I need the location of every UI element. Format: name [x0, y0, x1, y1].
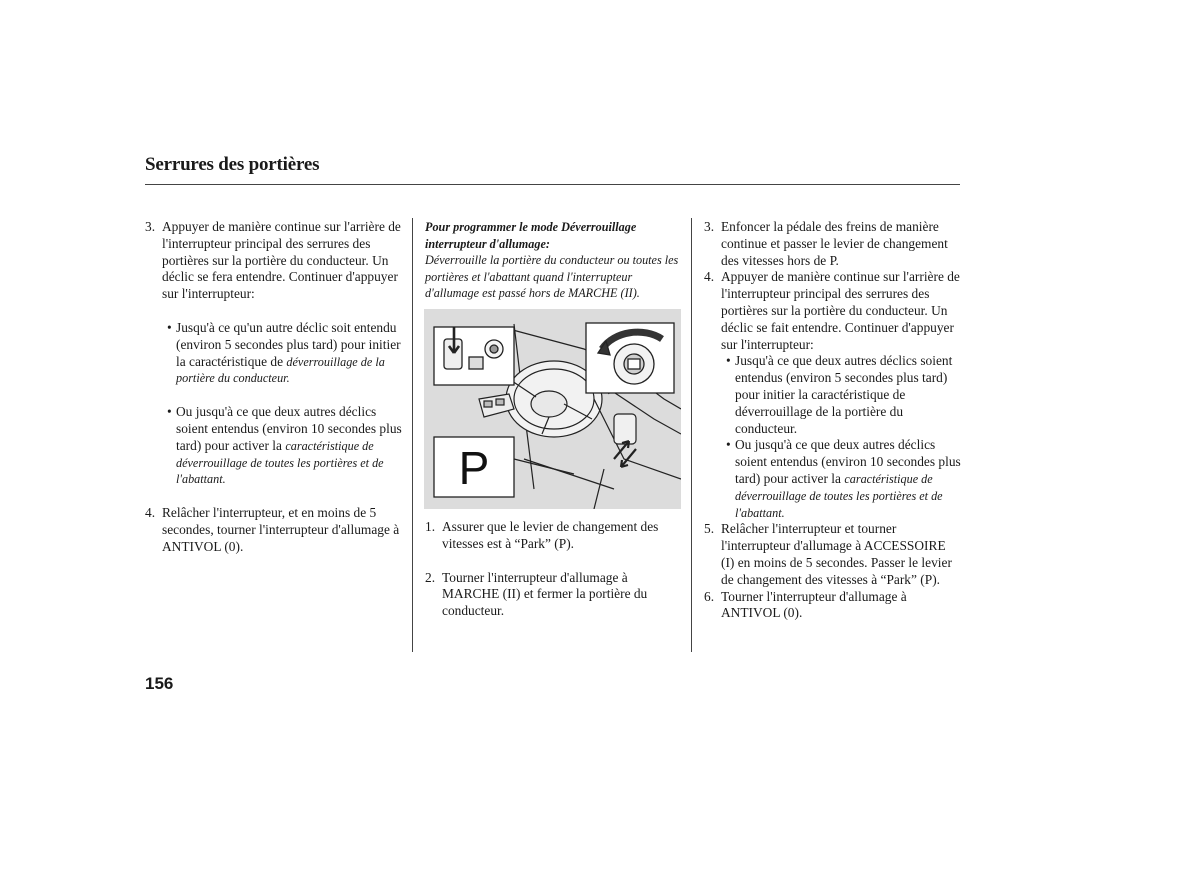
step-4-text: Relâcher l'interrupteur, et en moins de 5 secondes, tourner l'interrupteur d'allumage à ANTIVOL (0). — [162, 505, 400, 554]
title-rule — [145, 184, 960, 185]
step-3: 3. Enfoncer la pédale des freins de manière continue et passer le levier de changement des vitesses hors de P. — [704, 219, 948, 268]
bullet-item: • Ou jusqu'à ce que deux autres déclics soient entendus (environ 10 secondes plus tard) pour activer la caractéristique de déverrouillage de toutes les portières et de l'abattant. — [167, 404, 403, 488]
dashboard-drawing — [424, 309, 681, 509]
column-right — [704, 219, 962, 622]
column-left — [145, 219, 403, 556]
step-4: 4. Appuyer de manière continue sur l'arrière de l'interrupteur principal des serrures des portières sur la portière du conducteur. Un déclic se fait entendre. Continuer d'appuyer sur l'interrupteur: — [704, 269, 960, 352]
bullet-list — [704, 353, 962, 521]
page-title: Serrures des portières — [145, 154, 320, 175]
column-divider-1 — [412, 218, 413, 652]
p-label: P — [458, 442, 490, 494]
step-3-text: Appuyer de manière continue sur l'arrière de l'interrupteur principal des serrures des portières sur la portière du conducteur. Un déclic se fera entendre. Continuer d'appuyer sur l'interrupteur: — [162, 219, 401, 302]
step-1: 1. Assurer que le levier de changement des vitesses est à “Park” (P). — [425, 519, 659, 551]
step-6: 6. Tourner l'interrupteur d'allumage à ANTIVOL (0). — [704, 588, 907, 621]
bullet-item: • Jusqu'à ce que deux autres déclics soient entendus (environ 5 secondes plus tard) pour initier la caractéristique de déverrouillage de la portière du conducteur. — [726, 353, 962, 437]
bullet-list — [145, 320, 403, 488]
shift-lever-illustration — [424, 309, 681, 509]
bullet-item: • Jusqu'à ce qu'un autre déclic soit entendu (environ 5 secondes plus tard) pour initier la caractéristique de déverrouillage de la portière du conducteur. — [167, 320, 403, 387]
column-middle-header — [425, 219, 681, 302]
page-number: 156 — [145, 674, 174, 693]
bullet-item: • Ou jusqu'à ce que deux autres déclics soient entendus (environ 10 secondes plus tard) pour activer la caractéristique de déverrouillage de toutes les portières et de l'abattant. — [726, 437, 962, 521]
step-4: 4. Relâcher l'interrupteur, et en moins de 5 secondes, tourner l'interrupteur d'allumage à ANTIVOL (0). — [145, 505, 400, 554]
column-divider-2 — [691, 218, 692, 652]
step-5: 5. Relâcher l'interrupteur et tourner l'interrupteur d'allumage à ACCESSOIRE (I) en moins de 5 secondes. Passer le levier de changement des vitesses à “Park” (P). — [704, 521, 952, 587]
section-heading: Pour programmer le mode Déverrouillage interrupteur d'allumage: — [425, 220, 637, 251]
section-subheading: Déverrouille la portière du conducteur ou toutes les portières et l'abattant quand l'interrupteur d'allumage est passé hors de MARCHE (II). — [425, 253, 679, 301]
step-3: 3. Appuyer de manière continue sur l'arrière de l'interrupteur principal des serrures des portières sur la portière du conducteur. Un déclic se fera entendre. Continuer d'appuyer sur l'interrupteur: — [145, 219, 401, 302]
column-middle-steps — [425, 519, 681, 620]
step-2: 2. Tourner l'interrupteur d'allumage à MARCHE (II) et fermer la portière du conducteur. — [425, 569, 648, 619]
